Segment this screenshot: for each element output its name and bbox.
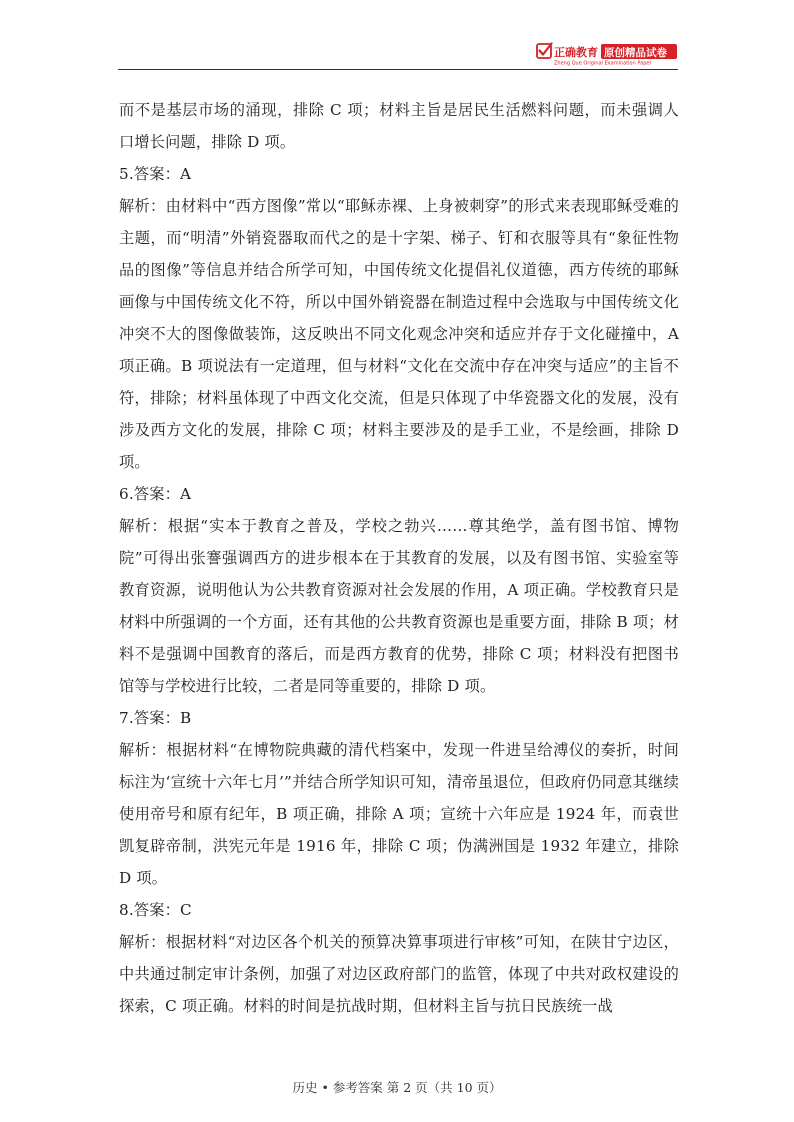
- answer-8: 8.答案：C: [119, 901, 192, 919]
- page-footer: 历史 • 参考答案 第 2 页（共 10 页）: [292, 1080, 502, 1095]
- answer-7: 7.答案：B: [119, 709, 192, 727]
- analysis-8: 解析：根据材料“对边区各个机关的预算决算事项进行审核”可知，在陕甘宁边区，中共通过制定审计条例，加强了对边区政府部门的监管，体现了中共对政权建设的探索，C 项正确。材料的时间是抗战时期，但材料主旨与抗日民族统一战: [119, 933, 679, 1015]
- checkmark-icon: [537, 44, 552, 59]
- analysis-6: 解析：根据“实本于教育之普及，学校之勃兴……尊其绝学，盖有图书馆、博物院”可得出张謇强调西方的进步根本在于其教育的发展，以及有图书馆、实验室等教育资源，说明他认为公共教育资源对社会发展的作用，A 项正确。学校教育只是材料中所强调的一个方面，还有其他的公共教育资源也是重要方面，排除 B 项；材料不是强调中国教育的落后，而是西方教育的优势，排除 C 项；材料没有把图书馆等与学校进行比较，二者是同等重要的，排除 D 项。: [119, 517, 679, 695]
- analysis-5: 解析：由材料中“西方图像”常以“耶稣赤裸、上身被刺穿”的形式来表现耶稣受难的主题，而“明清”外销瓷器取而代之的是十字架、梯子、钉和衣服等具有“象征性物品的图像”等信息并结合所学可知，中国传统文化提倡礼仪道德，西方传统的耶稣画像与中国传统文化不符，所以中国外销瓷器在制造过程中会选取与中国传统文化冲突不大的图像做装饰，这反映出不同文化观念冲突和适应并存于文化碰撞中，A 项正确。B 项说法有一定道理，但与材料“文化在交流中存在冲突与适应”的主旨不符，排除；材料虽体现了中西文化交流，但是只体现了中华瓷器文化的发展，没有涉及西方文化的发展，排除 C 项；材料主要涉及的是手工业，不是绘画，排除 D 项。: [119, 197, 679, 471]
- brand-logo: [536, 42, 678, 66]
- header-divider: [118, 69, 678, 70]
- paragraph-continuation: 而不是基层市场的涌现，排除 C 项；材料主旨是居民生活燃料问题，而未强调人口增长问题，排除 D 项。: [119, 101, 679, 151]
- logo-graphic: [536, 42, 678, 66]
- analysis-7: 解析：根据材料“在博物院典藏的清代档案中，发现一件进呈给溥仪的奏折，时间标注为‘宣统十六年七月’”并结合所学知识可知，清帝虽退位，但政府仍同意其继续使用帝号和原有纪年，B 项正确，排除 A 项；宣统十六年应是 1924 年，而袁世凯复辟帝制，洪宪元年是 1916 年，排除 C 项；伪满洲国是 1932 年建立，排除 D 项。: [119, 741, 679, 887]
- answer-content: [119, 94, 679, 1022]
- logo-brand: 正确教育: [554, 46, 598, 59]
- answer-5: 5.答案：A: [119, 165, 192, 183]
- logo-badge-text: 原创精品试卷: [604, 47, 667, 59]
- logo-english: Zheng Que Original Examination Paper: [554, 60, 652, 66]
- answer-6: 6.答案：A: [119, 485, 192, 503]
